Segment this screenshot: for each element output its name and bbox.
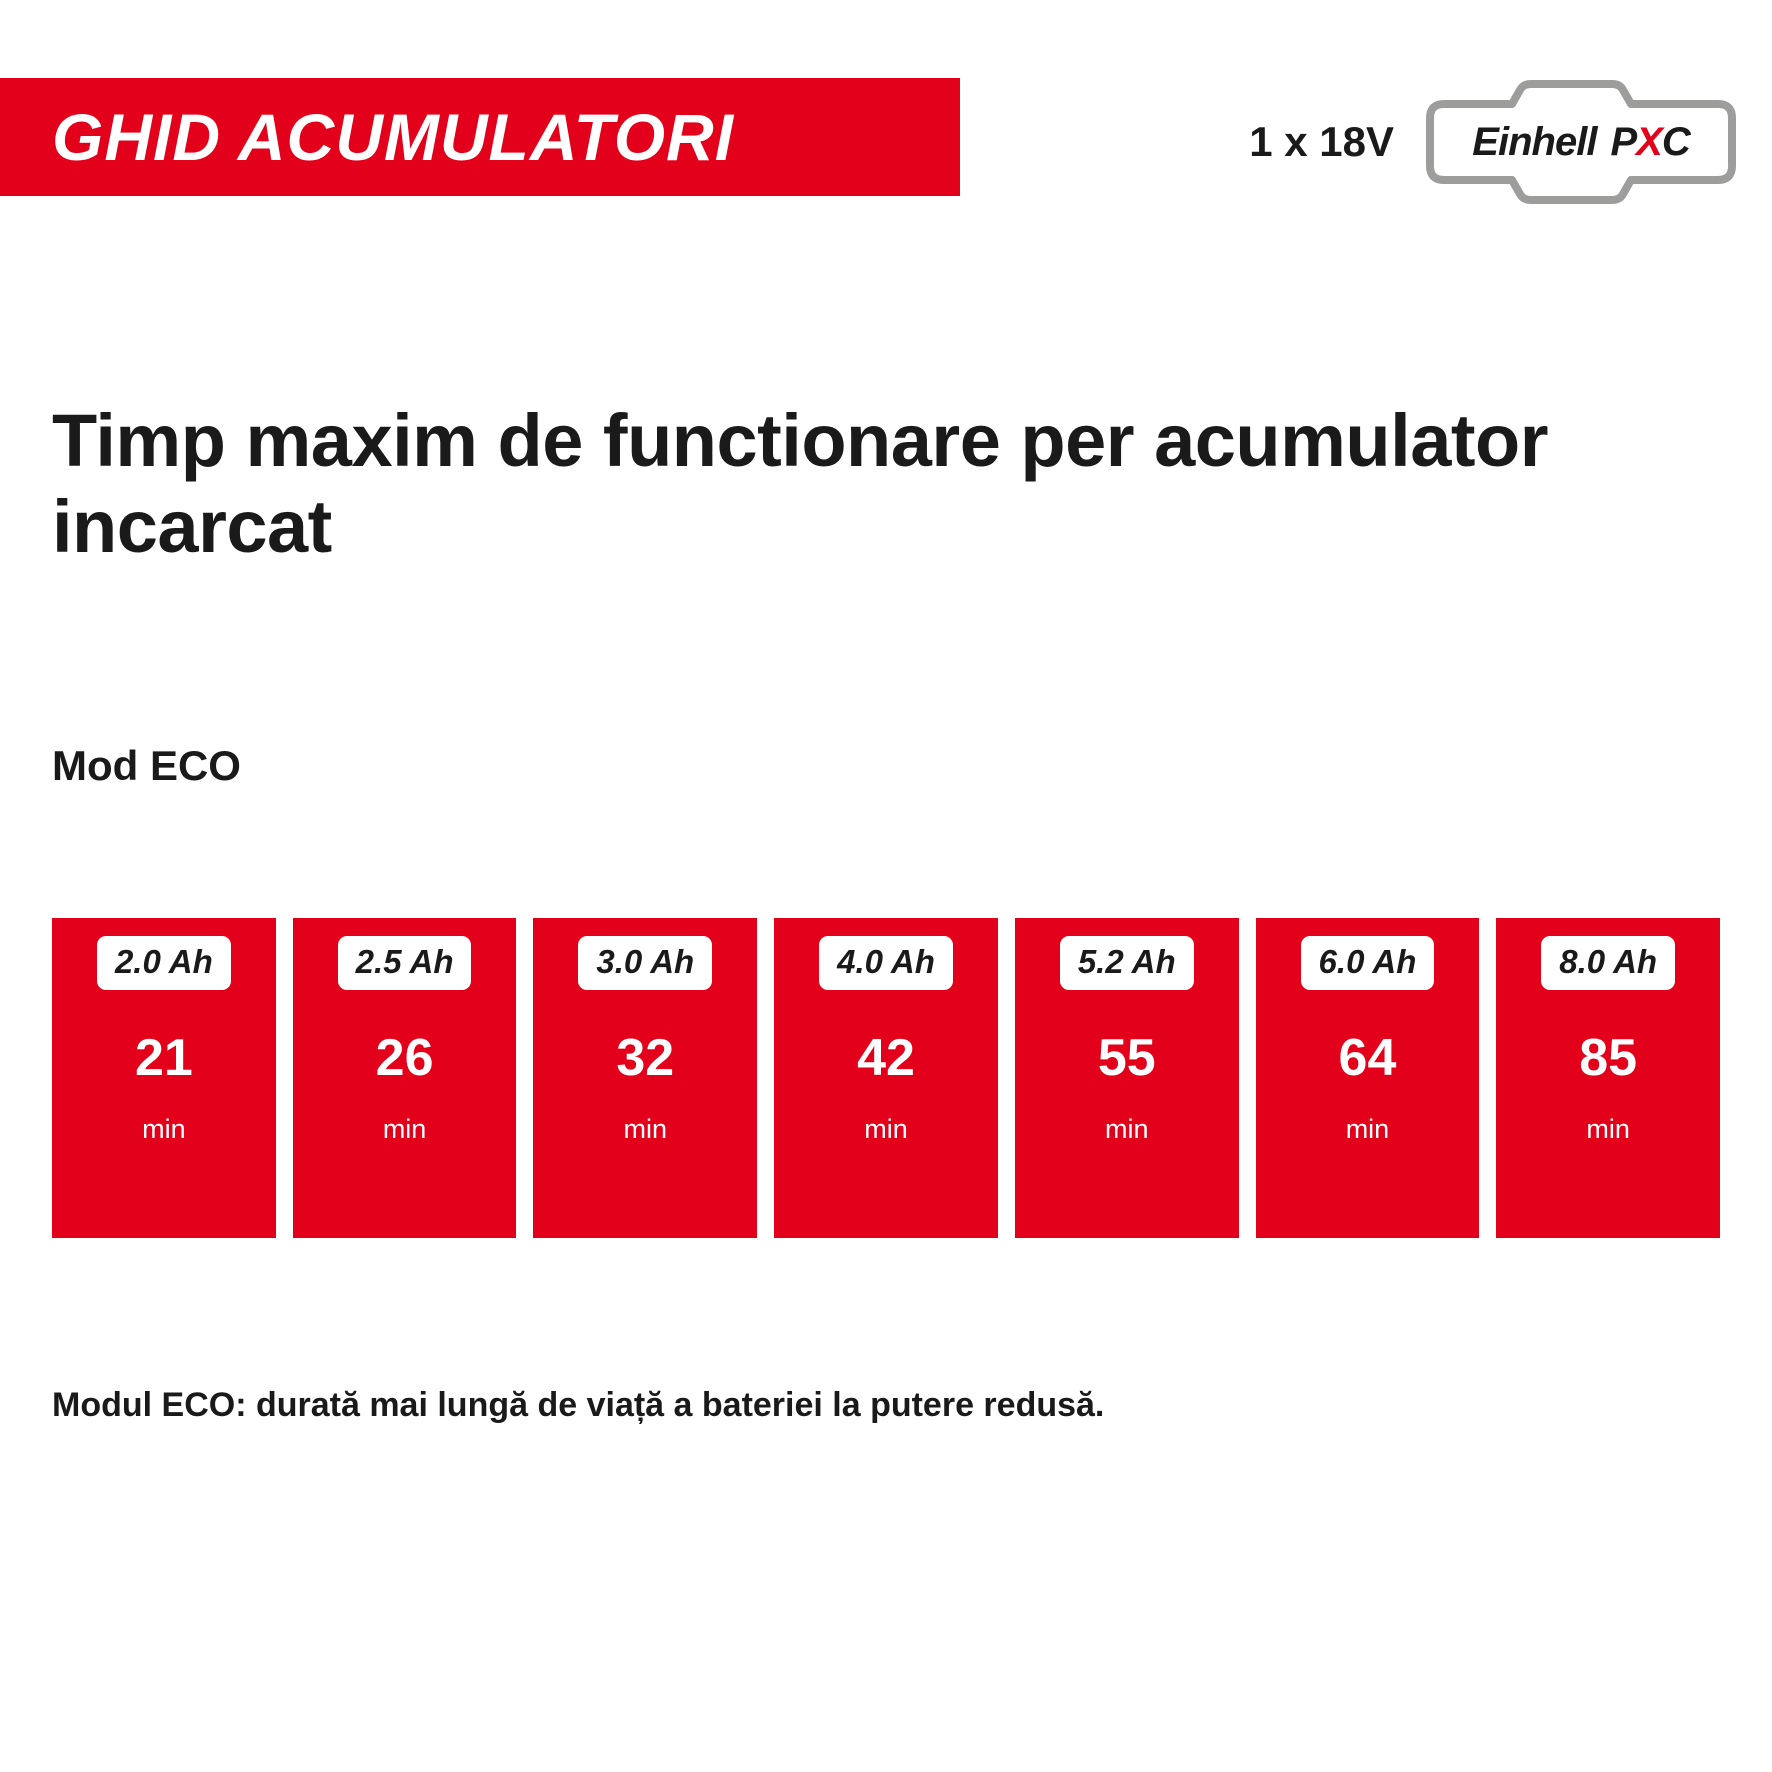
runtime-unit: min — [623, 1113, 668, 1144]
runtime-value: 26 — [375, 1028, 434, 1087]
header-right-group — [1249, 78, 1746, 206]
runtime-value: 42 — [857, 1028, 915, 1087]
brand-suffix-x: X — [1636, 119, 1662, 164]
chart-bar — [293, 918, 517, 1238]
runtime-unit: min — [1586, 1113, 1630, 1144]
brand-badge — [1416, 78, 1746, 206]
runtime-unit: min — [382, 1113, 427, 1144]
capacity-badge: 2.0 Ah — [97, 936, 231, 990]
runtime-unit: min — [1104, 1113, 1149, 1144]
runtime-value: 64 — [1338, 1028, 1397, 1087]
chart-bar — [1496, 918, 1720, 1238]
brand-wordmark — [1416, 78, 1746, 206]
main-content — [0, 398, 1772, 1425]
brand-suffix-c: C — [1661, 119, 1690, 164]
page-title: Timp maxim de functionare per acumulator incarcat — [52, 399, 1548, 568]
chart-bar — [533, 918, 757, 1238]
capacity-badge: 2.5 Ah — [338, 936, 472, 990]
banner-title: GHID ACUMULATORI — [52, 100, 735, 174]
chart-bar — [774, 918, 998, 1238]
brand-name: Einhell — [1472, 119, 1597, 164]
capacity-badge: 8.0 Ah — [1541, 936, 1675, 990]
page-header — [0, 0, 1772, 218]
capacity-badge: 3.0 Ah — [578, 936, 712, 990]
chart-bar — [1256, 918, 1480, 1238]
runtime-value: 55 — [1097, 1028, 1156, 1087]
brand-suffix-p: P — [1610, 119, 1637, 164]
mode-label: Mod ECO — [52, 741, 241, 789]
runtime-unit: min — [1345, 1113, 1390, 1144]
capacity-badge: 4.0 Ah — [819, 936, 953, 990]
runtime-value: 85 — [1579, 1028, 1638, 1087]
runtime-value: 21 — [134, 1028, 193, 1087]
runtime-unit: min — [864, 1113, 908, 1144]
chart-bar — [52, 918, 276, 1238]
runtime-unit: min — [142, 1113, 186, 1144]
title-banner — [0, 78, 960, 196]
voltage-label: 1 x 18V — [1249, 118, 1394, 165]
chart-footnote: Modul ECO: durată mai lungă de viață a bateriei la putere redusă. — [52, 1385, 1105, 1424]
capacity-badge: 6.0 Ah — [1301, 936, 1435, 990]
runtime-value: 32 — [616, 1028, 675, 1087]
chart-bar — [1015, 918, 1239, 1238]
runtime-bar-chart — [52, 918, 1720, 1238]
capacity-badge: 5.2 Ah — [1060, 936, 1194, 990]
